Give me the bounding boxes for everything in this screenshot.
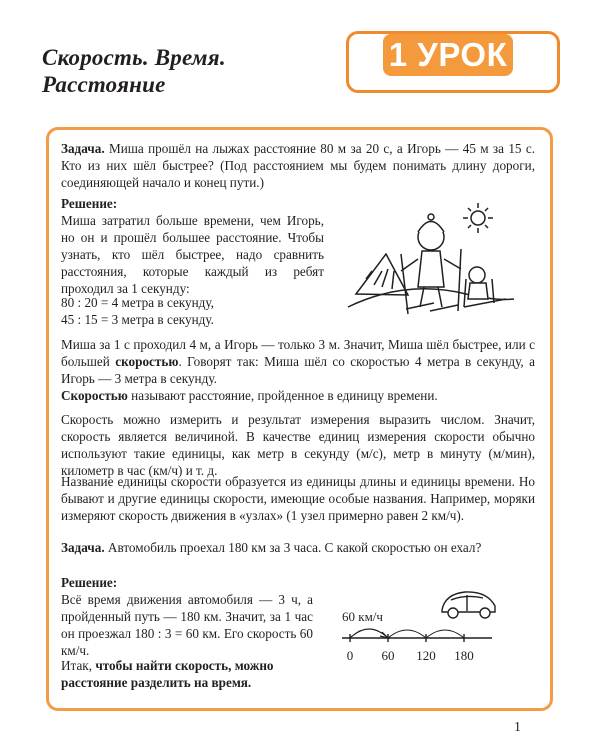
definition-term: Скоростью xyxy=(61,388,128,403)
number-line-arc-3 xyxy=(426,630,464,638)
task-2-label: Задача. xyxy=(61,540,105,555)
solution-1-conclusion xyxy=(61,336,535,387)
skiers-illustration xyxy=(346,199,516,329)
task-2 xyxy=(61,539,535,556)
tick-label: 180 xyxy=(454,648,474,663)
tick-label: 120 xyxy=(416,648,436,663)
conclusion-part-1: Миша за 1 с проходил 4 м, а Игорь — только 3 м. Значит, Миша шёл быстрее, или с большей xyxy=(61,337,535,369)
rule-bold-text: чтобы найти скорость, можно расстояние разделить на время. xyxy=(61,658,274,690)
number-line xyxy=(334,608,494,668)
solution-2-text: Всё время движения автомобиля — 3 ч, а пройденный путь — 180 км. Значит, за 1 час он проезжал 180 : 3 = 60 км. Его скорость 60 км/ч. xyxy=(61,592,313,658)
rule-normal-text: Итак, xyxy=(61,658,96,673)
page-number: 1 xyxy=(514,720,521,735)
speed-rule xyxy=(61,657,323,691)
definition-text: называют расстояние, пройденное в единицу времени. xyxy=(127,388,438,403)
title-line-1: Скорость. Время. xyxy=(42,45,226,70)
solution-1-heading: Решение: xyxy=(61,196,118,211)
calc-line-1: 80 : 20 = 4 метра в секунду, xyxy=(61,295,214,310)
task-1-text: Миша прошёл на лыжах расстояние 80 м за 20 с, а Игорь — 45 м за 15 с. Кто из них шёл быстрее? (Под расстоянием мы будем понимать длину дороги, соединяющей начало и конец пути.) xyxy=(61,141,536,190)
solution-1-text: Миша затратил больше времени, чем Игорь, но он и прошёл большее расстояние. Чтобы узнать, кто шёл быстрее, надо сравнить расстояния, которые каждый из ребят проходил за 1 секунду: xyxy=(61,213,324,296)
task-1 xyxy=(61,140,535,191)
paragraph-units: Скорость можно измерить и результат измерения выразить числом. Значит, скорость является величиной. В качестве единиц измерения скорости обычно используют такие единицы, как метр в секунду (м/с), метр в минуту (м/мин), километр в час (км/ч) и т. д. xyxy=(61,412,535,478)
lesson-badge: 1 УРОК xyxy=(383,34,513,76)
paragraph-unit-names: Название единицы скорости образуется из единицы длины и единицы времени. Но бывают и другие единицы скорости, имеющие особые названия. Например, моряки измеряют скорость движения в «узлах» (1 узел примерно равен 2 км/ч). xyxy=(61,474,535,523)
solution-2-heading: Решение: xyxy=(61,575,118,590)
task-1-label: Задача. xyxy=(61,141,105,156)
number-line-speed-label: 60 км/ч xyxy=(342,609,383,624)
page-title xyxy=(42,44,226,98)
speed-definition xyxy=(61,387,535,404)
number-line-arc-2 xyxy=(388,630,426,638)
conclusion-bold-term: скоростью xyxy=(115,354,179,369)
task-2-text: Автомобиль проехал 180 км за 3 часа. С какой скоростью он ехал? xyxy=(107,540,482,555)
conclusion-part-2: . Говорят так: Миша шёл со скоростью 4 метра в секунду, а Игорь — 3 метра в секунду. xyxy=(61,354,535,386)
tick-label: 0 xyxy=(346,648,354,663)
title-line-2: Расстояние xyxy=(42,72,166,97)
tick-label: 60 xyxy=(381,648,395,663)
calc-line-2: 45 : 15 = 3 метра в секунду. xyxy=(61,312,214,327)
